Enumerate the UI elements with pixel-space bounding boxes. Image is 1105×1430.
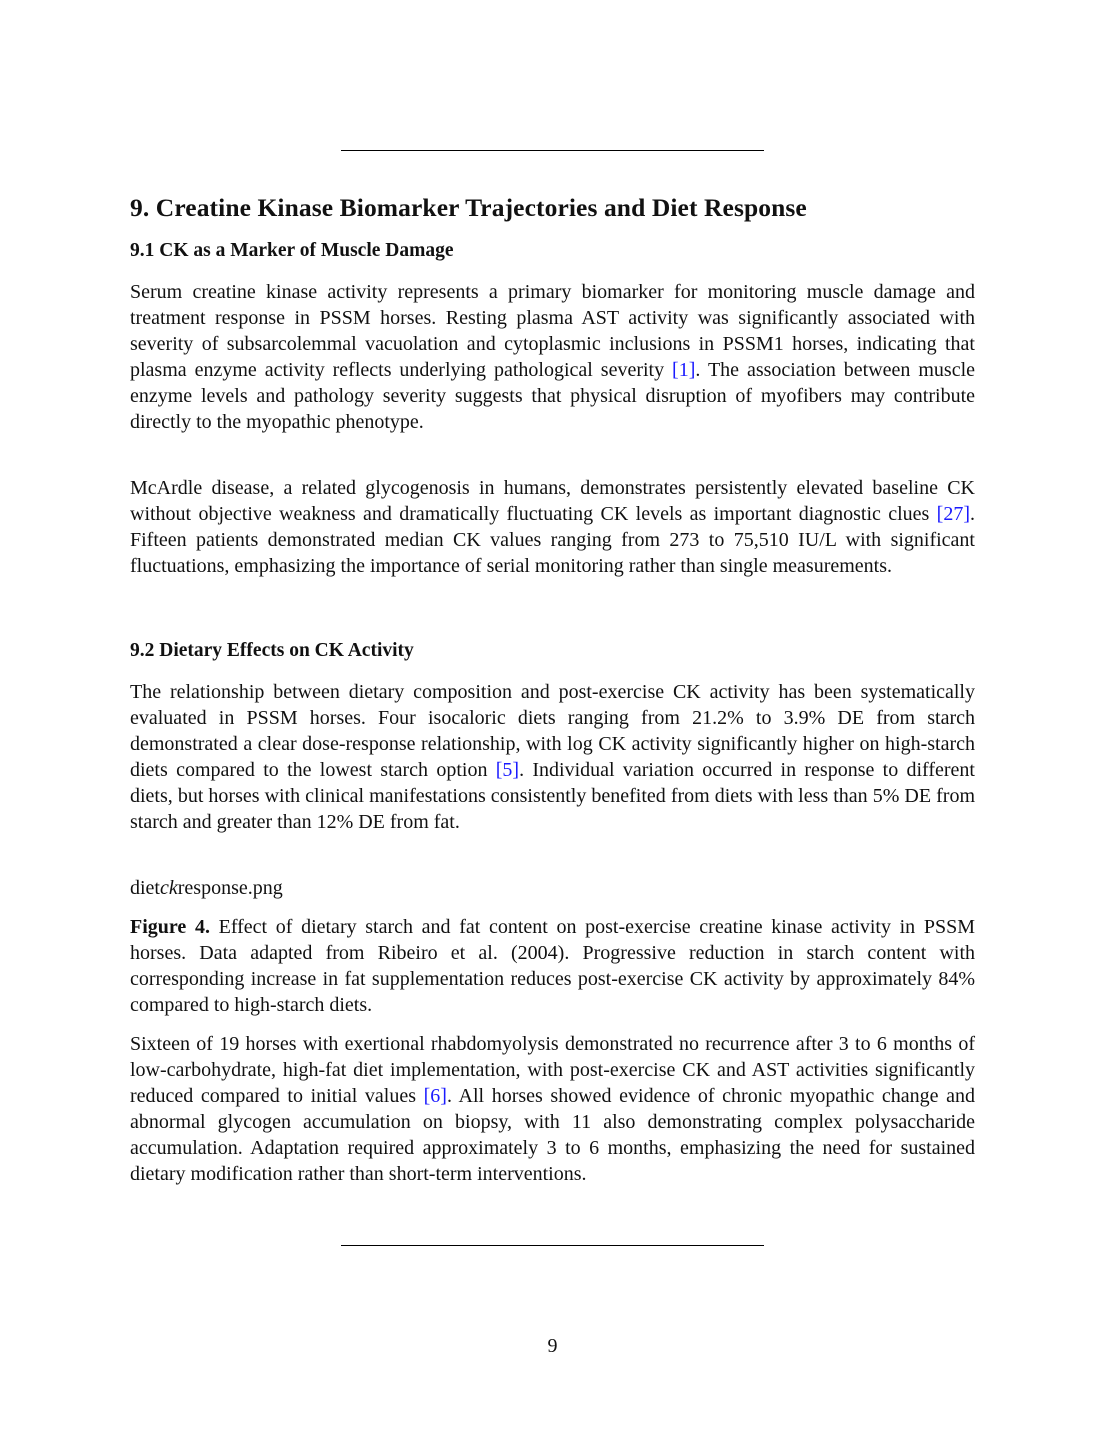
paragraph-text: Sixteen of 19 horses with exertional rhabdomyolysis demonstrated no recurrence after 3 to 6 months of low-carbohydrate, high-fat diet implementation, with post-exercise CK and AST activities significantly reduced compared to initial values <box>130 1033 975 1108</box>
top-separator-rule <box>341 150 764 151</box>
paragraph-rhabdomyolysis-outcomes <box>130 1031 975 1188</box>
paragraph-text: The relationship between dietary composition and post-exercise CK activity has been systematically evaluated in PSSM horses. Four isocaloric diets ranging from 21.2% to 3.9% DE from starch demonstrated a clear dose-response relationship, with log CK activity significantly higher on high-starch diets compared to the lowest starch option <box>130 681 975 782</box>
subsection-heading-9-1: 9.1 CK as a Marker of Muscle Damage <box>130 240 454 261</box>
paragraph-text: . Fifteen patients demonstrated median CK values ranging from 273 to 75,510 IU/L with significant fluctuations, emphasizing the importance of serial monitoring rather than single measurements. <box>130 503 975 578</box>
citation-link[interactable]: [6] <box>423 1085 447 1108</box>
citation-link[interactable]: [5] <box>495 759 520 782</box>
paragraph-mcardle-disease <box>130 475 975 579</box>
figure-label: Figure 4. <box>130 916 210 938</box>
paragraph-dietary-composition <box>130 679 975 836</box>
paragraph-text: . The association between muscle enzyme levels and pathology severity suggests that physical disruption of myofibers may contribute directly to the myopathic phenotype. <box>130 359 976 434</box>
paragraph-text: Serum creatine kinase activity represents a primary biomarker for monitoring muscle damage and treatment response in PSSM horses. Resting plasma AST activity was significantly associated with severity of subsarcolemmal vacuolation and cytoplasmic inclusions in PSSM1 horses, indicating that plasma enzyme activity reflects underlying pathological severity <box>130 281 975 382</box>
citation-link[interactable]: [27] <box>936 503 970 526</box>
paragraph-text: McArdle disease, a related glycogenosis in humans, demonstrates persistently elevated baseline CK without objective weakness and dramatically fluctuating CK levels as important diagnostic clues <box>130 477 975 526</box>
page-number: 9 <box>547 1335 558 1357</box>
filename-prefix: diet <box>130 877 160 899</box>
filename-italic: ck <box>160 877 178 899</box>
paragraph-text: . Individual variation occurred in response to different diets, but horses with clinical manifestations consistently benefited from diets with less than 5% DE from starch and greater than 12% DE from fat. <box>130 759 975 834</box>
subsection-heading-9-2: 9.2 Dietary Effects on CK Activity <box>130 640 414 661</box>
paragraph-text: . All horses showed evidence of chronic myopathic change and abnormal glycogen accumulation on biopsy, with 11 also demonstrating complex polysaccharide accumulation. Adaptation required approximately 3 to 6 months, emphasizing the need for sustained dietary modification rather than short-term interventions. <box>130 1085 975 1186</box>
section-heading: 9. Creatine Kinase Biomarker Trajectories and Diet Response <box>130 193 807 222</box>
caption-text: Effect of dietary starch and fat content on post-exercise creatine kinase activity in PSSM horses. Data adapted from Ribeiro et al. (2004). Progressive reduction in starch content with corresponding increase in fat supplementation reduces post-exercise CK activity by approximately 84% compared to high-starch diets. <box>130 916 975 1017</box>
figure-caption <box>130 914 975 1018</box>
filename-suffix: response.png <box>177 877 283 899</box>
paragraph-ck-muscle-damage <box>130 279 975 436</box>
citation-link[interactable]: [1] <box>672 359 696 382</box>
missing-figure-filename <box>130 875 975 901</box>
bottom-separator-rule <box>341 1245 764 1246</box>
